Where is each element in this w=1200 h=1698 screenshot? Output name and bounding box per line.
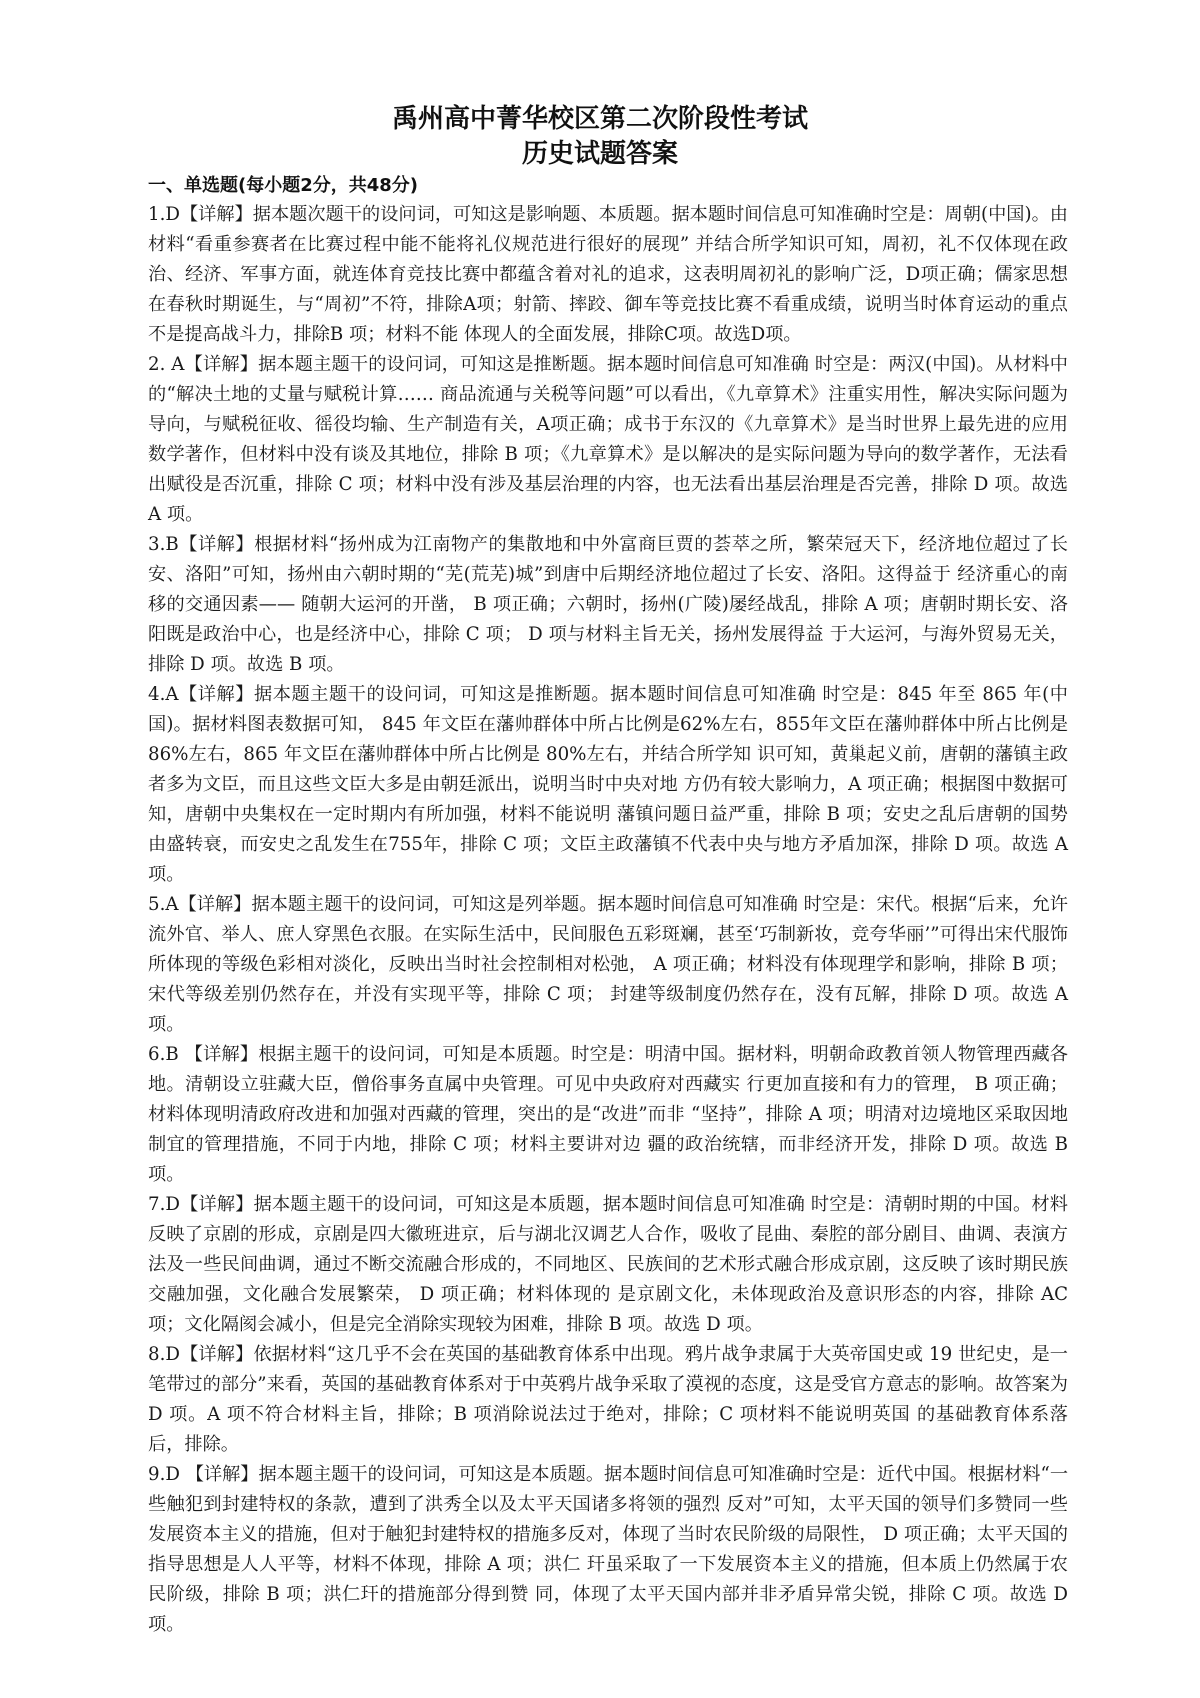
answer-item-5: 5.A【详解】据本题主题干的设问词，可知这是列举题。据本题时间信息可知准确 时空是：宋代。根据“后来，允许流外官、举人、庶人穿黑色衣服。在实际生活中，民间服色五彩斑斓，甚至‘巧制新妆，竞夸华丽’”可得出宋代服饰所体现的等级色彩相对淡化，反映出当时社会控制相对松弛， A 项正确；材料没有体现理学和影响，排除 B 项；宋代等级差别仍然存在，并没有实现平等，排除 C 项； 封建等级制度仍然存在，没有瓦解，排除 D 项。故选 A 项。 (148, 894, 1068, 1035)
answer-item-9: 9.D 【详解】据本题主题干的设问词，可知这是本质题。据本题时间信息可知准确时空是：近代中国。根据材料“一些触犯到封建特权的条款，遭到了洪秀全以及太平天国诸多将领的强烈 反对”可知，太平天国的领导们多赞同一些发展资本主义的措施，但对于触犯封建特权的措施多反对，体现了当时农民阶级的局限性， D 项正确；太平天国的指导思想是人人平等，材料不体现，排除 A 项；洪仁 玕虽采取了一下发展资本主义的措施，但本质上仍然属于农民阶级，排除 B 项；洪仁玕的措施部分得到赞 同，体现了太平天国内部并非矛盾异常尖锐，排除 C 项。故选 D 项。 (148, 1464, 1069, 1635)
answer-item-8: 8.D【详解】依据材料“这几乎不会在英国的基础教育体系中出现。鸦片战争隶属于大英帝国史或 19 世纪史，是一笔带过的部分”来看，英国的基础教育体系对于中英鸦片战争采取了漠视的态度，这是受官方意志的影响。故答案为 D 项。A 项不符合材料主旨，排除；B 项消除说法过于绝对，排除；C 项材料不能说明英国 的基础教育体系落后，排除。 (148, 1344, 1068, 1455)
answer-item-3: 3.B【详解】根据材料“扬州成为江南物产的集散地和中外富商巨贾的荟萃之所，繁荣冠天下，经济地位超过了长安、洛阳”可知，扬州由六朝时期的“芜(荒芜)城”到唐中后期经济地位超过了长安、洛阳。这得益于 经济重心的南移的交通因素—— 随朝大运河的开凿， B 项正确；六朝时，扬州(广陵)屡经战乱，排除 A 项；唐朝时期长安、洛阳既是政治中心，也是经济中心，排除 C 项； D 项与材料主旨无关，扬州发展得益 于大运河，与海外贸易无关，排除 D 项。故选 B 项。 (148, 534, 1068, 675)
answer-item-7: 7.D【详解】据本题主题干的设问词，可知这是本质题，据本题时间信息可知准确 时空是：清朝时期的中国。材料反映了京剧的形成，京剧是四大徽班进京，后与湖北汉调艺人合作，吸收了昆曲、秦腔的部分剧目、曲调、表演方法及一些民间曲调，通过不断交流融合形成的，不同地区、民族间的艺术形式融合形成京剧，这反映了该时期民族交融加强，文化融合发展繁荣， D 项正确；材料体现的 是京剧文化，未体现政治及意识形态的内容，排除 AC 项；文化隔阂会减小，但是完全消除实现较为困难，排除 B 项。故选 D 项。 (148, 1194, 1068, 1335)
answer-item-6: 6.B 【详解】根据主题干的设问词，可知是本质题。时空是：明清中国。据材料，明朝命政教首领人物管理西藏各地。清朝设立驻藏大臣，僧俗事务直属中央管理。可见中央政府对西藏实 行更加直接和有力的管理， B 项正确；材料体现明清政府改进和加强对西藏的管理，突出的是“改进”而非 “坚持”，排除 A 项；明清对边境地区采取因地制宜的管理措施，不同于内地，排除 C 项；材料主要讲对边 疆的政治统辖，而非经济开发，排除 D 项。故选 B 项。 (148, 1044, 1068, 1185)
answer-item-2: 2. A【详解】据本题主题干的设问词，可知这是推断题。据本题时间信息可知准确 时空是：两汉(中国)。从材料中的“解决土地的丈量与赋税计算…… 商品流通与关税等问题”可以看出，《九章算术》注重实用性，解决实际问题为导向，与赋税征收、徭役均输、生产制造有关，A项正确；成书于东汉的《九章算术》是当时世界上最先进的应用数学著作，但材料中没有谈及其地位，排除 B 项；《九章算术》是以解决的是实际问题为导向的数学著作，无法看出赋役是否沉重，排除 C 项；材料中没有涉及基层治理的内容，也无法看出基层治理是否完善，排除 D 项。故选 A 项。 (148, 354, 1068, 525)
answer-list (148, 200, 1068, 1640)
exam-title: 禹州高中菁华校区第二次阶段性考试 (391, 104, 808, 134)
answer-item-1: 1.D【详解】据本题次题干的设问词，可知这是影响题、本质题。据本题时间信息可知准确时空是：周朝(中国)。由材料“看重参赛者在比赛过程中能不能将礼仪规范进行很好的展现” 并结合所学知识可知，周初，礼不仅体现在政治、经济、军事方面，就连体育竞技比赛中都蕴含着对礼的追求，这表明周初礼的影响广泛，D项正确；儒家思想在春秋时期诞生，与“周初”不符，排除A项；射箭、摔跤、御车等竞技比赛不看重成绩，说明当时体育运动的重点不是提高战斗力，排除B 项；材料不能 体现人的全面发展，排除C项。故选D项。 (148, 204, 1068, 345)
answer-item-4: 4.A【详解】据本题主题干的设问词，可知这是推断题。据本题时间信息可知准确 时空是：845 年至 865 年(中国)。据材料图表数据可知， 845 年文臣在藩帅群体中所占比例是62%左右，855年文臣在藩帅群体中所占比例是 86%左右，865 年文臣在藩帅群体中所占比例是 80%左右，并结合所学知 识可知，黄巢起义前，唐朝的藩镇主政者多为文臣，而且这些文臣大多是由朝廷派出，说明当时中央对地 方仍有较大影响力，A 项正确；根据图中数据可知，唐朝中央集权在一定时期内有所加强，材料不能说明 藩镇问题日益严重，排除 B 项；安史之乱后唐朝的国势由盛转衰，而安史之乱发生在755年，排除 C 项；文臣主政藩镇不代表中央与地方矛盾加深，排除 D 项。故选 A 项。 (148, 684, 1068, 885)
section-heading: 一、单选题(每小题2分，共48分) (148, 175, 419, 196)
exam-subtitle: 历史试题答案 (521, 139, 678, 169)
